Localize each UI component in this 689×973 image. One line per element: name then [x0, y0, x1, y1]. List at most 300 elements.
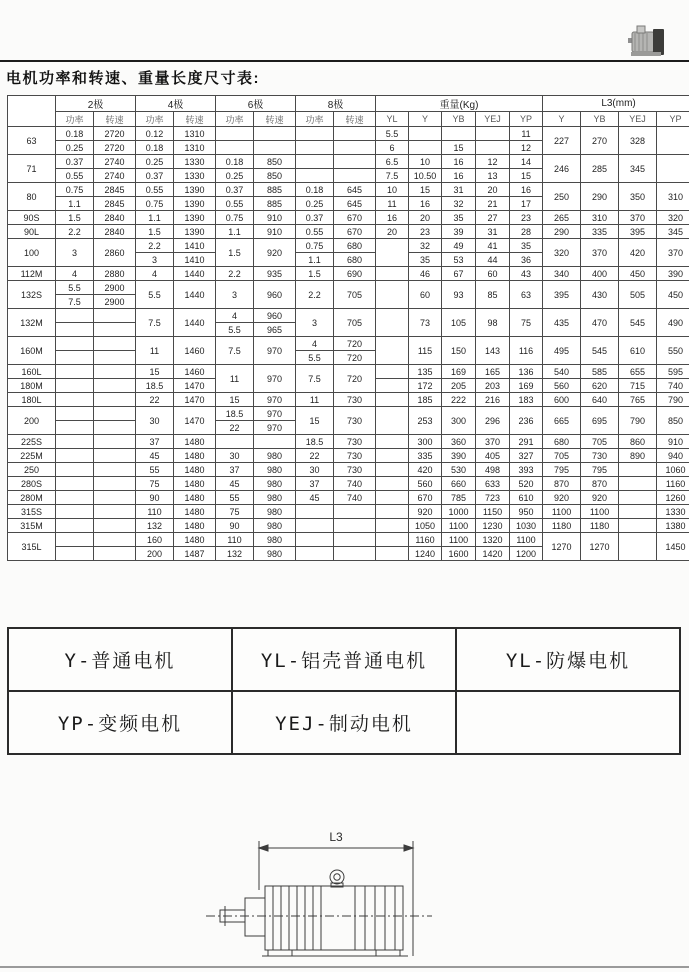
spec-cell: 205 — [442, 379, 476, 393]
spec-cell: 705 — [543, 449, 581, 463]
spec-row — [8, 435, 689, 449]
spec-cell: 920 — [543, 491, 581, 505]
spec-cell: 660 — [442, 477, 476, 491]
spec-row — [8, 337, 689, 351]
spec-cell — [216, 141, 254, 155]
legend-cell-y: Y-普通电机 — [8, 628, 232, 691]
spec-cell: 970 — [254, 365, 296, 393]
spec-cell: 335 — [409, 449, 442, 463]
spec-cell — [476, 141, 510, 155]
spec-cell — [56, 477, 94, 491]
spec-cell: 740 — [334, 477, 376, 491]
spec-cell: 730 — [581, 449, 619, 463]
spec-cell — [56, 323, 94, 337]
spec-cell — [376, 505, 409, 519]
spec-cell: 790 — [619, 407, 657, 435]
spec-row — [8, 155, 689, 169]
spec-cell — [376, 491, 409, 505]
legend-table-container — [7, 627, 681, 755]
spec-cell: 795 — [581, 463, 619, 477]
spec-cell: 960 — [254, 281, 296, 309]
spec-cell: 5.5 — [216, 323, 254, 337]
spec-cell: 180M — [8, 379, 56, 393]
spec-cell: 393 — [510, 463, 543, 477]
spec-cell: 315S — [8, 505, 56, 519]
spec-cell: 116 — [510, 337, 543, 365]
spec-cell: 1440 — [174, 281, 216, 309]
spec-cell: 405 — [476, 449, 510, 463]
spec-cell: 980 — [254, 547, 296, 561]
spec-cell: 505 — [619, 281, 657, 309]
spec-cell: 10.50 — [409, 169, 442, 183]
spec-cell: 功率 — [56, 112, 94, 127]
spec-cell: Y — [543, 112, 581, 127]
spec-cell: 1450 — [657, 533, 689, 561]
spec-cell: 71 — [8, 155, 56, 183]
spec-cell: 11 — [296, 393, 334, 407]
spec-cell: 765 — [619, 393, 657, 407]
spec-cell: 435 — [543, 309, 581, 337]
spec-cell: 0.37 — [136, 169, 174, 183]
spec-cell — [376, 337, 409, 365]
spec-cell — [56, 547, 94, 561]
spec-row — [8, 533, 689, 547]
spec-cell: 885 — [254, 183, 296, 197]
spec-cell: 785 — [442, 491, 476, 505]
spec-cell — [442, 127, 476, 141]
spec-cell: 90 — [136, 491, 174, 505]
spec-cell: 291 — [510, 435, 543, 449]
spec-cell: 1.1 — [296, 253, 334, 267]
spec-cell: 600 — [543, 393, 581, 407]
spec-cell: 转速 — [94, 112, 136, 127]
spec-cell: 8极 — [296, 96, 376, 112]
spec-cell: 950 — [510, 505, 543, 519]
spec-cell: YEJ — [619, 112, 657, 127]
spec-cell — [619, 533, 657, 561]
legend-cell-empty — [456, 691, 680, 754]
spec-cell: 183 — [510, 393, 543, 407]
spec-cell: 0.75 — [56, 183, 94, 197]
spec-cell: 390 — [657, 267, 689, 281]
spec-cell: 498 — [476, 463, 510, 477]
spec-cell: 870 — [543, 477, 581, 491]
spec-cell: 1100 — [442, 533, 476, 547]
spec-cell: 225M — [8, 449, 56, 463]
spec-cell: 705 — [581, 435, 619, 449]
spec-cell: 720 — [334, 365, 376, 393]
spec-cell: 705 — [334, 309, 376, 337]
page-title: 电机功率和转速、重量长度尺寸表: — [6, 67, 260, 88]
spec-cell: 250 — [8, 463, 56, 477]
spec-cell: 32 — [409, 239, 442, 253]
spec-header-row — [8, 112, 689, 127]
spec-cell: 1030 — [510, 519, 543, 533]
spec-cell: 1390 — [174, 211, 216, 225]
legend-table — [7, 627, 681, 755]
spec-cell: 395 — [619, 225, 657, 239]
spec-cell: 35 — [442, 211, 476, 225]
spec-cell: 15 — [216, 393, 254, 407]
spec-table — [7, 95, 689, 561]
spec-cell: 1200 — [510, 547, 543, 561]
spec-cell — [8, 96, 56, 127]
spec-cell: 370 — [619, 211, 657, 225]
spec-cell: 720 — [334, 351, 376, 365]
spec-cell: 0.25 — [136, 155, 174, 169]
spec-cell: YP — [510, 112, 543, 127]
spec-cell: 980 — [254, 463, 296, 477]
spec-row — [8, 183, 689, 197]
spec-cell: 315L — [8, 533, 56, 561]
spec-cell: 960 — [254, 309, 296, 323]
spec-row — [8, 365, 689, 379]
spec-cell: 400 — [581, 267, 619, 281]
spec-cell: 1470 — [174, 379, 216, 393]
spec-cell: 5.5 — [136, 281, 174, 309]
spec-cell: 720 — [334, 337, 376, 351]
spec-cell: 1390 — [174, 225, 216, 239]
spec-cell: 1270 — [581, 533, 619, 561]
spec-cell: 520 — [510, 477, 543, 491]
spec-cell: 31 — [442, 183, 476, 197]
legend-cell-yl: YL-铝壳普通电机 — [232, 628, 456, 691]
spec-cell: 980 — [254, 477, 296, 491]
spec-cell — [296, 547, 334, 561]
spec-cell: 470 — [581, 309, 619, 337]
spec-cell: Y — [409, 112, 442, 127]
spec-cell — [657, 127, 689, 155]
spec-cell: 290 — [581, 183, 619, 211]
spec-cell: 870 — [581, 477, 619, 491]
spec-cell: 37 — [216, 463, 254, 477]
spec-cell: 633 — [476, 477, 510, 491]
spec-cell: 1460 — [174, 365, 216, 379]
spec-cell: 540 — [543, 365, 581, 379]
spec-cell — [619, 491, 657, 505]
spec-cell: 490 — [657, 309, 689, 337]
spec-cell: 450 — [657, 281, 689, 309]
spec-cell: 1310 — [174, 141, 216, 155]
spec-cell: 80 — [8, 183, 56, 211]
spec-cell: 35 — [409, 253, 442, 267]
spec-cell: 1390 — [174, 197, 216, 211]
spec-cell: 110 — [216, 533, 254, 547]
spec-cell: 1050 — [409, 519, 442, 533]
spec-cell — [334, 141, 376, 155]
spec-cell: 6.5 — [376, 155, 409, 169]
spec-cell: 1460 — [174, 337, 216, 365]
spec-cell: YB — [442, 112, 476, 127]
spec-cell: 0.18 — [216, 155, 254, 169]
spec-cell: 935 — [254, 267, 296, 281]
spec-cell: 63 — [510, 281, 543, 309]
spec-cell — [296, 519, 334, 533]
spec-cell: 46 — [409, 267, 442, 281]
spec-cell: 670 — [334, 225, 376, 239]
spec-cell: 55 — [216, 491, 254, 505]
spec-cell: 1180 — [543, 519, 581, 533]
spec-row — [8, 225, 689, 239]
spec-cell — [94, 351, 136, 365]
spec-cell: 610 — [510, 491, 543, 505]
spec-cell: 43 — [510, 267, 543, 281]
spec-cell: 1600 — [442, 547, 476, 561]
spec-cell — [334, 533, 376, 547]
spec-cell: 1060 — [657, 463, 689, 477]
spec-cell: 530 — [442, 463, 476, 477]
spec-cell: 730 — [334, 463, 376, 477]
spec-cell: 310 — [657, 183, 689, 211]
spec-cell: 132S — [8, 281, 56, 309]
spec-cell: 0.75 — [216, 211, 254, 225]
spec-cell: 0.55 — [136, 183, 174, 197]
spec-cell: 890 — [619, 449, 657, 463]
spec-cell: 550 — [657, 337, 689, 365]
spec-cell — [56, 421, 94, 435]
spec-cell: 172 — [409, 379, 442, 393]
spec-cell: 67 — [442, 267, 476, 281]
spec-cell: 680 — [543, 435, 581, 449]
spec-cell: 23 — [409, 225, 442, 239]
spec-cell — [619, 519, 657, 533]
spec-cell: 1100 — [543, 505, 581, 519]
spec-cell: 7.5 — [296, 365, 334, 393]
spec-cell — [376, 281, 409, 309]
spec-cell: 4 — [296, 337, 334, 351]
spec-cell: 2.2 — [136, 239, 174, 253]
spec-cell — [94, 309, 136, 323]
spec-cell: 22 — [136, 393, 174, 407]
spec-cell — [56, 351, 94, 365]
spec-cell — [254, 127, 296, 141]
spec-cell: 11 — [510, 127, 543, 141]
spec-cell: 1480 — [174, 449, 216, 463]
spec-cell: 6 — [376, 141, 409, 155]
spec-cell: 169 — [442, 365, 476, 379]
spec-cell: 135 — [409, 365, 442, 379]
legend-cell-yl2: YL-防爆电机 — [456, 628, 680, 691]
spec-cell: 1330 — [657, 505, 689, 519]
spec-cell: 4 — [136, 267, 174, 281]
spec-cell: 265 — [543, 211, 581, 225]
spec-cell: 345 — [657, 225, 689, 239]
spec-cell: 320 — [657, 211, 689, 225]
spec-cell: 1270 — [543, 533, 581, 561]
spec-cell — [334, 519, 376, 533]
spec-cell: 0.25 — [216, 169, 254, 183]
spec-cell: 795 — [543, 463, 581, 477]
spec-cell: 16 — [442, 155, 476, 169]
spec-cell — [56, 505, 94, 519]
spec-cell: 715 — [619, 379, 657, 393]
spec-cell: 180L — [8, 393, 56, 407]
spec-cell: 300 — [409, 435, 442, 449]
spec-cell: 1.5 — [136, 225, 174, 239]
spec-cell: 1.5 — [216, 239, 254, 267]
spec-cell: 7.5 — [136, 309, 174, 337]
spec-cell — [56, 337, 94, 351]
legend-cell-yej: YEJ-制动电机 — [232, 691, 456, 754]
spec-cell: 910 — [254, 225, 296, 239]
spec-cell: 115 — [409, 337, 442, 365]
spec-cell: 35 — [510, 239, 543, 253]
spec-cell: 250 — [543, 183, 581, 211]
spec-cell: 75 — [216, 505, 254, 519]
motor-photo-icon — [625, 22, 667, 60]
spec-cell: 1000 — [442, 505, 476, 519]
spec-cell: 730 — [334, 407, 376, 435]
spec-cell — [216, 435, 254, 449]
spec-cell: 850 — [657, 407, 689, 435]
spec-cell: 965 — [254, 323, 296, 337]
spec-cell: 10 — [409, 155, 442, 169]
spec-cell — [296, 155, 334, 169]
spec-cell: 75 — [136, 477, 174, 491]
spec-cell: 20 — [376, 225, 409, 239]
spec-cell — [94, 505, 136, 519]
spec-cell: 1.1 — [136, 211, 174, 225]
spec-cell: 75 — [510, 309, 543, 337]
spec-cell: 30 — [136, 407, 174, 435]
spec-cell: 0.37 — [216, 183, 254, 197]
spec-cell: 132 — [136, 519, 174, 533]
spec-cell: 335 — [581, 225, 619, 239]
spec-cell: 2.2 — [296, 281, 334, 309]
spec-cell: 970 — [254, 337, 296, 365]
spec-cell: 60 — [476, 267, 510, 281]
spec-cell: 730 — [334, 449, 376, 463]
spec-cell: 1150 — [476, 505, 510, 519]
spec-cell: 4 — [216, 309, 254, 323]
spec-cell: 1470 — [174, 393, 216, 407]
spec-cell: 320 — [543, 239, 581, 267]
spec-cell — [334, 155, 376, 169]
spec-cell: 1.1 — [56, 197, 94, 211]
spec-cell: 980 — [254, 533, 296, 547]
spec-cell: 14 — [510, 155, 543, 169]
spec-cell: 18.5 — [216, 407, 254, 421]
spec-cell: 970 — [254, 393, 296, 407]
legend-cell-yp: YP-变频电机 — [8, 691, 232, 754]
spec-cell: 1480 — [174, 491, 216, 505]
spec-cell: 0.75 — [296, 239, 334, 253]
spec-cell: 132 — [216, 547, 254, 561]
legend-row — [8, 691, 680, 754]
spec-cell: 0.37 — [296, 211, 334, 225]
spec-cell: 11 — [376, 197, 409, 211]
spec-cell: 296 — [476, 407, 510, 435]
spec-cell: 430 — [581, 281, 619, 309]
spec-cell — [376, 533, 409, 547]
spec-cell — [94, 421, 136, 435]
spec-cell: 13 — [476, 169, 510, 183]
spec-cell: 246 — [543, 155, 581, 183]
spec-cell: 1420 — [476, 547, 510, 561]
spec-cell: 4极 — [136, 96, 216, 112]
spec-cell: 0.18 — [56, 127, 94, 141]
spec-row — [8, 393, 689, 407]
spec-cell: 2740 — [94, 155, 136, 169]
spec-cell: 200 — [8, 407, 56, 435]
spec-cell: 功率 — [216, 112, 254, 127]
spec-cell: 227 — [543, 127, 581, 155]
spec-cell: 495 — [543, 337, 581, 365]
spec-cell: 850 — [254, 169, 296, 183]
spec-cell: 360 — [442, 435, 476, 449]
spec-cell: 420 — [409, 463, 442, 477]
spec-cell: 0.18 — [136, 141, 174, 155]
spec-cell: 功率 — [136, 112, 174, 127]
spec-cell: 112M — [8, 267, 56, 281]
spec-cell: 1330 — [174, 169, 216, 183]
spec-cell: 3 — [56, 239, 94, 267]
spec-cell: 723 — [476, 491, 510, 505]
spec-cell: 920 — [581, 491, 619, 505]
spec-cell: 27 — [476, 211, 510, 225]
spec-cell — [56, 519, 94, 533]
spec-cell: 功率 — [296, 112, 334, 127]
spec-cell: 16 — [510, 183, 543, 197]
spec-cell: 32 — [442, 197, 476, 211]
spec-cell: 2.2 — [56, 225, 94, 239]
spec-row — [8, 211, 689, 225]
spec-cell: 545 — [619, 309, 657, 337]
spec-cell — [476, 127, 510, 141]
spec-cell: 1480 — [174, 463, 216, 477]
spec-cell: 920 — [409, 505, 442, 519]
spec-cell: 327 — [510, 449, 543, 463]
spec-cell — [94, 463, 136, 477]
spec-cell: 45 — [296, 491, 334, 505]
spec-cell: YB — [581, 112, 619, 127]
spec-cell — [296, 533, 334, 547]
spec-cell: 105 — [442, 309, 476, 337]
spec-cell: 2860 — [94, 239, 136, 267]
spec-cell — [376, 309, 409, 337]
spec-cell: 980 — [254, 519, 296, 533]
spec-cell: 16 — [409, 197, 442, 211]
spec-cell: 2845 — [94, 197, 136, 211]
spec-cell: 18.5 — [136, 379, 174, 393]
spec-cell — [334, 505, 376, 519]
dim-label-l3: L3 — [329, 830, 343, 844]
spec-cell: 670 — [409, 491, 442, 505]
spec-cell: 49 — [442, 239, 476, 253]
spec-cell: 93 — [442, 281, 476, 309]
spec-cell — [56, 491, 94, 505]
spec-cell: 450 — [619, 267, 657, 281]
spec-cell: 7.5 — [376, 169, 409, 183]
spec-cell: 1100 — [581, 505, 619, 519]
spec-cell: 55 — [136, 463, 174, 477]
spec-cell: 3 — [296, 309, 334, 337]
spec-cell: 6极 — [216, 96, 296, 112]
spec-cell: 5.5 — [56, 281, 94, 295]
spec-cell: 39 — [442, 225, 476, 239]
spec-cell: 1440 — [174, 309, 216, 337]
spec-cell: 15 — [409, 183, 442, 197]
spec-cell: 705 — [334, 281, 376, 309]
spec-cell: 665 — [543, 407, 581, 435]
spec-cell — [376, 547, 409, 561]
spec-cell: 0.55 — [216, 197, 254, 211]
spec-cell: 560 — [543, 379, 581, 393]
spec-cell — [94, 365, 136, 379]
spec-cell: 670 — [334, 211, 376, 225]
spec-cell: 2极 — [56, 96, 136, 112]
spec-cell — [376, 449, 409, 463]
